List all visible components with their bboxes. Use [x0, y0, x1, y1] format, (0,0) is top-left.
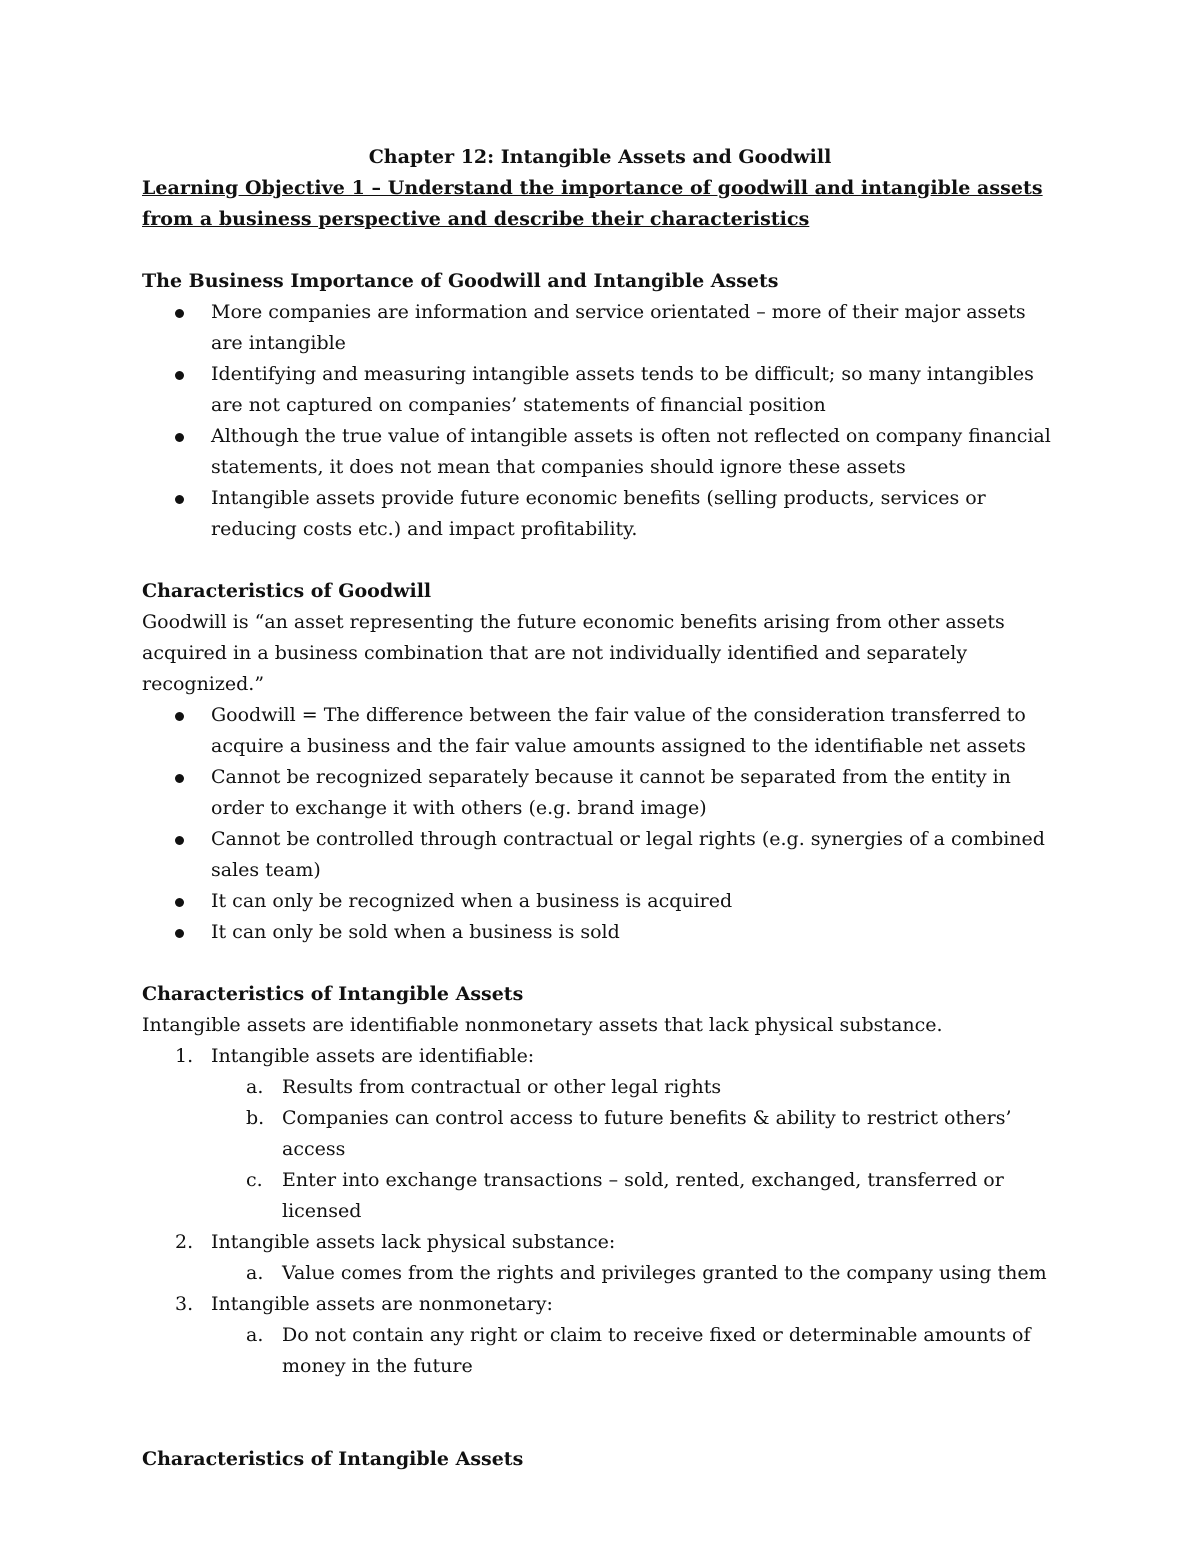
- list-item-text: Cannot be controlled through contractual or legal rights (e.g. synergies of a combined sales team): [211, 828, 1045, 881]
- sub-list-item: [246, 1165, 1058, 1227]
- sub-list-item: [246, 1320, 1058, 1382]
- sub-list-item-text: Companies can control access to future benefits & ability to restrict others’ access: [282, 1107, 1012, 1160]
- list-item: [211, 762, 1058, 824]
- list-item: [211, 359, 1058, 421]
- list-item: [175, 1227, 1058, 1289]
- list-item: [211, 421, 1058, 483]
- sub-list-item: [246, 1258, 1058, 1289]
- bullet-icon: [175, 898, 184, 907]
- sub-list-item-text: Value comes from the rights and privileges granted to the company using them: [282, 1262, 1047, 1284]
- learning-objective: Learning Objective 1 – Understand the importance of goodwill and intangible assets from a business perspective and describe their characteristics: [142, 177, 1043, 230]
- sub-list-item: [246, 1103, 1058, 1165]
- list-item: [211, 917, 1058, 948]
- bullet-icon: [175, 433, 184, 442]
- goodwill-list: [142, 700, 1058, 948]
- sub-list-item-text: Results from contractual or other legal rights: [282, 1076, 722, 1098]
- list-letter: a.: [246, 1324, 264, 1346]
- section-heading-intangible-assets: Characteristics of Intangible Assets: [142, 983, 524, 1005]
- list-item: [211, 824, 1058, 886]
- section-heading-intangible-assets-2: Characteristics of Intangible Assets: [142, 1448, 524, 1470]
- goodwill-definition: Goodwill is “an asset representing the future economic benefits arising from other assets acquired in a business combination that are not individually identified and separately recognized.”: [142, 611, 1005, 695]
- list-number: 3.: [175, 1293, 194, 1315]
- bullet-icon: [175, 774, 184, 783]
- list-number: 1.: [175, 1045, 194, 1067]
- list-item-text: Although the true value of intangible assets is often not reflected on company financial statements, it does not mean that companies should ignore these assets: [211, 425, 1051, 478]
- list-letter: b.: [246, 1107, 265, 1129]
- intangible-assets-list: [142, 1041, 1058, 1382]
- list-item-text: It can only be recognized when a business is acquired: [211, 890, 733, 912]
- page-title: Chapter 12: Intangible Assets and Goodwill: [368, 146, 832, 168]
- list-letter: c.: [246, 1169, 263, 1191]
- spacer: [142, 1413, 1058, 1444]
- sub-list: [211, 1072, 1058, 1227]
- business-importance-list: [142, 297, 1058, 545]
- list-item-text: Intangible assets lack physical substance:: [211, 1231, 616, 1253]
- spacer: [142, 545, 1058, 576]
- list-item-text: Intangible assets are nonmonetary:: [211, 1293, 553, 1315]
- list-item: [211, 297, 1058, 359]
- bullet-icon: [175, 929, 184, 938]
- list-item-text: Cannot be recognized separately because it cannot be separated from the entity in order to exchange it with others (e.g. brand image): [211, 766, 1011, 819]
- list-item: [175, 1289, 1058, 1382]
- sub-list: [211, 1320, 1058, 1382]
- list-item-text: Intangible assets are identifiable:: [211, 1045, 535, 1067]
- list-item-text: Intangible assets provide future economic benefits (selling products, services or reducing costs etc.) and impact profitability.: [211, 487, 986, 540]
- list-number: 2.: [175, 1231, 194, 1253]
- spacer: [142, 948, 1058, 979]
- sub-list: [211, 1258, 1058, 1289]
- list-item-text: Identifying and measuring intangible assets tends to be difficult; so many intangibles are not captured on companies’ statements of financial position: [211, 363, 1034, 416]
- intangible-assets-definition: Intangible assets are identifiable nonmonetary assets that lack physical substance.: [142, 1014, 943, 1036]
- spacer: [142, 1382, 1058, 1413]
- sub-list-item-text: Do not contain any right or claim to receive fixed or determinable amounts of money in the future: [282, 1324, 1031, 1377]
- section-heading-business-importance: The Business Importance of Goodwill and Intangible Assets: [142, 270, 779, 292]
- list-item-text: It can only be sold when a business is sold: [211, 921, 620, 943]
- list-item: [175, 1041, 1058, 1227]
- bullet-icon: [175, 836, 184, 845]
- bullet-icon: [175, 495, 184, 504]
- spacer: [142, 235, 1058, 266]
- list-item-text: Goodwill = The difference between the fair value of the consideration transferred to acquire a business and the fair value amounts assigned to the identifiable net assets: [211, 704, 1026, 757]
- bullet-icon: [175, 309, 184, 318]
- list-item: [211, 886, 1058, 917]
- sub-list-item-text: Enter into exchange transactions – sold, rented, exchanged, transferred or licensed: [282, 1169, 1004, 1222]
- list-item: [211, 483, 1058, 545]
- bullet-icon: [175, 712, 184, 721]
- sub-list-item: [246, 1072, 1058, 1103]
- bullet-icon: [175, 371, 184, 380]
- section-heading-goodwill: Characteristics of Goodwill: [142, 580, 432, 602]
- list-letter: a.: [246, 1262, 264, 1284]
- list-letter: a.: [246, 1076, 264, 1098]
- list-item-text: More companies are information and service orientated – more of their major assets are intangible: [211, 301, 1026, 354]
- list-item: [211, 700, 1058, 762]
